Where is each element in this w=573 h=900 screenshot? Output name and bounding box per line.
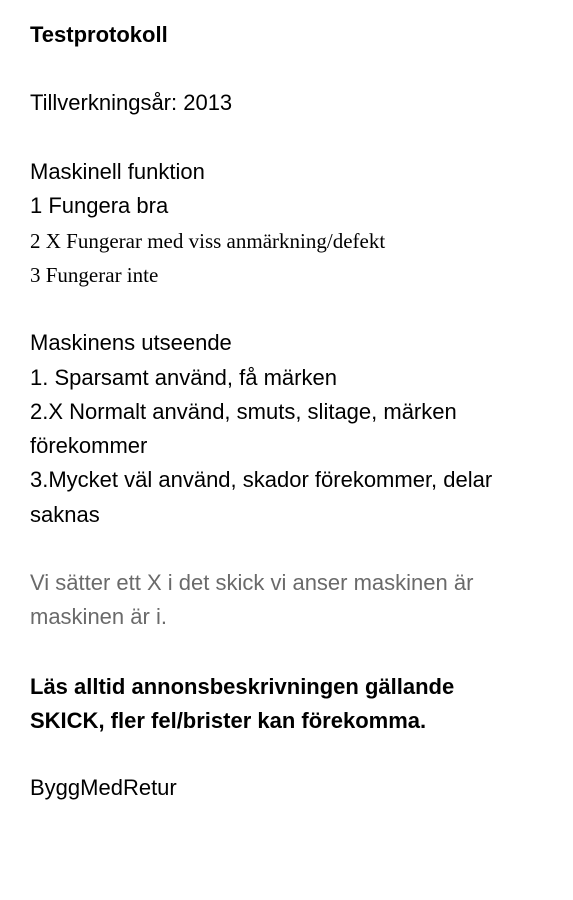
appearance-heading: Maskinens utseende — [30, 330, 232, 355]
appearance-item-2-line-1: 2.X Normalt använd, smuts, slitage, märken — [30, 399, 457, 424]
manufacture-year: Tillverkningsår: 2013 — [30, 90, 233, 115]
appearance-item-3-line-1: 3.Mycket väl använd, skador förekommer, delar — [30, 467, 493, 492]
appearance-item-3-line-2: saknas — [30, 502, 100, 527]
function-item-2: 2 X Fungerar med viss anmärkning/defekt — [30, 229, 386, 253]
function-heading: Maskinell funktion — [30, 159, 205, 184]
warning-line-2: SKICK, fler fel/brister kan förekomma. — [30, 708, 427, 733]
note-line-2: maskinen är i. — [30, 604, 167, 629]
seller-name: ByggMedRetur — [30, 775, 177, 800]
document-title: Testprotokoll — [30, 22, 168, 47]
function-item-1: 1 Fungera bra — [30, 193, 169, 218]
note-line-1: Vi sätter ett X i det skick vi anser maskinen är — [30, 570, 474, 595]
appearance-item-2-line-2: förekommer — [30, 433, 148, 458]
function-item-3: 3 Fungerar inte — [30, 263, 159, 287]
warning-line-1: Läs alltid annonsbeskrivningen gällande — [30, 674, 455, 699]
appearance-item-1: 1. Sparsamt använd, få märken — [30, 365, 337, 390]
